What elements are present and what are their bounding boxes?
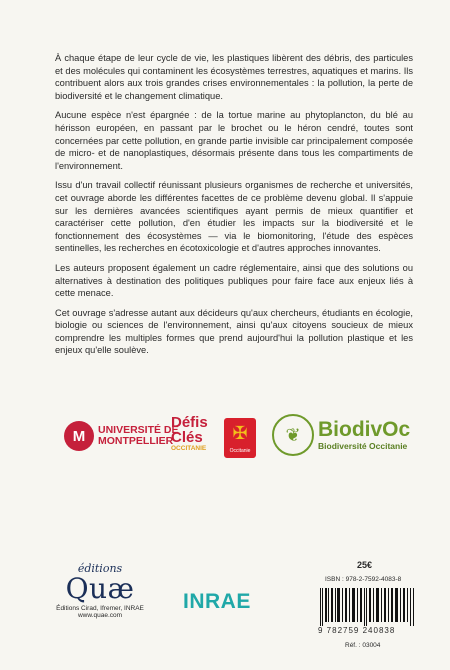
quae-logo <box>45 562 155 619</box>
quae-name: Quæ <box>65 572 135 605</box>
um-line1: UNIVERSITÉ DE <box>98 424 179 436</box>
barcode <box>318 588 418 626</box>
occitanie-label: Occitanie <box>229 448 251 454</box>
um-line2: MONTPELLIER <box>98 435 174 447</box>
occitanie-logo <box>224 418 256 458</box>
partner-logos <box>40 412 440 472</box>
paragraph: Les auteurs proposent également un cadre réglementaire, ainsi que des solutions ou alternatives à destination des politiques publiques pour faire face aux enjeux liés à cette menace. <box>55 262 413 299</box>
paragraph: Issu d'un travail collectif réunissant plusieurs organismes de recherche et universités, cet ouvrage aborde les différentes facettes de ce problème devenu global. Il s'appuie sur les dernières avancées scientifiques ayant permis de mieux quantifier et caractériser cette pollution, d'en étudier les impacts sur la biodiversité et le fonctionnement des écosystèmes — via le biomonitoring, l'étude des espèces sentinelles, les recherches en écotoxicologie et d'autres approches innovantes. <box>55 180 413 254</box>
price: 25€ <box>357 560 373 570</box>
universite-montpellier-logo <box>64 421 179 451</box>
paragraph: Aucune espèce n'est épargnée : de la tortue marine au phytoplancton, du blé au hérisson européen, en passant par le brochet ou le héron cendré, toutes sont concernées par cette pollution, en grande partie invisible car principalement composée de micro- et de nanoplastiques, désormais présente dans tous les compartiments de l'environnement. <box>55 110 413 171</box>
biodivoc-logo <box>272 414 410 456</box>
defis-line3: OCCITANIE <box>171 445 207 452</box>
defis-line1: Défis <box>171 414 208 431</box>
quae-editions: éditions <box>77 562 123 575</box>
isbn: ISBN : 978-2-7592-4083-8 <box>325 576 402 583</box>
quae-publishers: Éditions Cirad, Ifremer, INRAE <box>56 605 144 612</box>
barcode-number: 9 782759 240838 <box>318 626 396 635</box>
biodivoc-emblem-icon: ❦ <box>272 414 314 456</box>
paragraph: Cet ouvrage s'adresse autant aux décideurs qu'aux chercheurs, étudiants en écologie, biologie ou sciences de l'environnement, ainsi qu'aux citoyens soucieux de mieux comprendre les multiples formes que prend aujourd'hui la pollution plastique et les enjeux qu'elle soulève. <box>55 307 413 356</box>
um-icon: M <box>64 421 94 451</box>
biodivoc-subtitle: Biodiversité Occitanie <box>318 441 408 451</box>
reference: Réf. : 03004 <box>345 642 381 649</box>
paragraph: À chaque étape de leur cycle de vie, les plastiques libèrent des débris, des particules et des molécules qui contaminent les écosystèmes terrestres, aquatiques et marins. Ils contribuent alors aux trois grandes crises environnementales : la pollution, la perte de biodiversité et le changement climatique. <box>55 53 413 101</box>
inrae-logo: INRAE <box>183 590 251 613</box>
occitan-cross-icon: ✠ <box>232 423 248 443</box>
blurb <box>55 52 413 364</box>
defis-line2: Clés <box>171 429 203 446</box>
defis-cles-logo <box>171 415 208 453</box>
biodivoc-title: BiodivOc <box>318 418 411 441</box>
quae-website: www.quae.com <box>77 612 123 619</box>
